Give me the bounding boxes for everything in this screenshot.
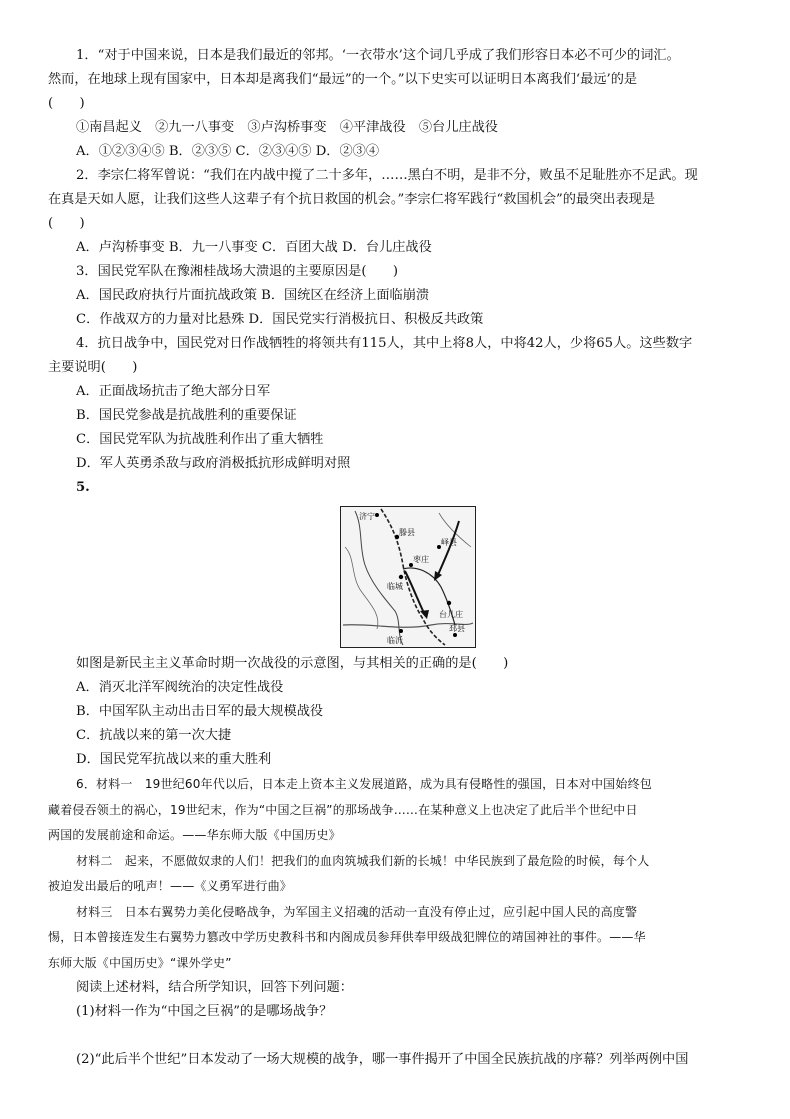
q3-options-ab: A．国民政府执行片面抗战政策 B．国统区在经济上面临崩溃 xyxy=(76,288,430,303)
q2-options: A．卢沟桥事变 B．九一八事变 C．百团大战 D．台儿庄战役 xyxy=(76,240,432,255)
q5-option-b: B．中国军队主动出击日军的最大规模战役 xyxy=(76,704,324,719)
q3-stem: 3．国民党军队在豫湘桂战场大溃退的主要原因是( ) xyxy=(76,264,398,279)
q6-instruction: 阅读上述材料，结合所学知识，回答下列问题： xyxy=(76,980,353,995)
q5-option-a: A．消灭北洋军阀统治的决定性战役 xyxy=(76,680,284,695)
q2-answer-blank: ( ) xyxy=(48,216,85,231)
q1-stem-line1: 1．“对于中国来说，日本是我们最近的邻邦。‘一衣带水’这个词几乎成了我们形容日本必不可少的词汇。 xyxy=(76,48,680,63)
question-2 xyxy=(48,164,742,260)
q6-subquestion-1: (1)材料一作为“中国之巨祸”的是哪场战争？ xyxy=(76,1004,333,1019)
battle-map-drawing xyxy=(341,507,475,647)
question-1 xyxy=(48,44,742,164)
q3-options-cd: C．作战双方的力量对比悬殊 D．国民党实行消极抗日、积极反共政策 xyxy=(76,312,484,327)
question-6 xyxy=(48,772,742,1072)
q2-stem-line1: 2．李宗仁将军曾说：“我们在内战中搅了二十多年，……黑白不明，是非不分，败虽不足耻胜亦不足武。现 xyxy=(76,168,698,183)
question-3 xyxy=(48,260,742,332)
q4-option-a: A．正面战场抗击了绝大部分日军 xyxy=(76,384,271,399)
map-label-tengxian: 滕县 xyxy=(399,528,415,537)
map-label-lincheng: 临城 xyxy=(387,582,403,591)
battle-map-figure xyxy=(340,506,476,648)
q5-stem: 如图是新民主主义革命时期一次战役的示意图，与其相关的正确的是( ) xyxy=(76,656,509,671)
map-label-yixian: 峄县 xyxy=(441,538,457,547)
q4-stem-line1: 4．抗日战争中，国民党对日作战牺牲的将领共有115人，其中上将8人，中将42人，少将65人。这些数字 xyxy=(76,336,693,351)
q6-material1-line2: 藏着侵吞领土的祸心，19世纪末，作为“中国之巨祸”的那场战争……在某种意义上也决定了此后半个世纪中日 xyxy=(48,802,638,817)
q5-option-d: D．国民党军抗战以来的重大胜利 xyxy=(76,752,272,767)
q1-options: A．①②③④⑤ B．②③⑤ C．②③④⑤ D．②③④ xyxy=(76,144,380,159)
q6-material2-line1: 材料二 起来，不愿做奴隶的人们！把我们的血肉筑城我们新的长城！中华民族到了最危险的时候，每个人 xyxy=(76,853,650,868)
answer-space xyxy=(48,1024,742,1048)
map-label-taierzhuang: 台儿庄 xyxy=(439,610,463,619)
worksheet-page xyxy=(48,44,742,1072)
q2-stem-line2: 在真是天如人愿，让我们这些人这辈子有个抗日救国的机会。”李宗仁将军践行“救国机会”的最突出表现是 xyxy=(48,192,656,207)
q6-material3-line2: 惕，日本曾接连发生右翼势力篡改中学历史教科书和内阁成员参拜供奉甲级战犯牌位的靖国神社的事件。——华 xyxy=(48,930,646,944)
q4-option-c: C．国民党军队为抗战胜利作出了重大牺牲 xyxy=(76,432,324,447)
q4-stem-line2: 主要说明( ) xyxy=(48,360,138,375)
q1-stem-line2: 然而，在地球上现有国家中，日本却是离我们“最远”的一个。”以下史实可以证明日本离我们‘最远’的是 xyxy=(48,72,638,87)
q4-option-b: B．国民党参战是抗战胜利的重要保证 xyxy=(76,408,297,423)
question-4 xyxy=(48,332,742,476)
q5-option-c: C．抗战以来的第一次大捷 xyxy=(76,728,232,743)
q4-option-d: D．军人英勇杀敌与政府消极抵抗形成鲜明对照 xyxy=(76,456,351,471)
q1-answer-blank: ( ) xyxy=(48,96,85,111)
q6-material3-line3: 东师大版《中国历史》“课外学史” xyxy=(48,955,232,970)
q5-number: 5. xyxy=(76,480,90,495)
q6-material1-line3: 两国的发展前途和命运。——华东师大版《中国历史》 xyxy=(48,828,341,842)
map-label-pizhou: 邳县 xyxy=(449,624,465,633)
q6-subquestion-2: (2)“此后半个世纪”日本发动了一场大规模的战争，哪一事件揭开了中国全民族抗战的序幕？列举两例中国 xyxy=(76,1052,689,1067)
q6-material3-line1: 材料三 日本右翼势力美化侵略战争，为军国主义招魂的活动一直没有停止过，应引起中国人民的高度警 xyxy=(76,904,638,919)
q6-material2-line2: 被迫发出最后的吼声！——《义勇军进行曲》 xyxy=(48,879,293,893)
q6-material1-line1: 6．材料一 19世纪60年代以后，日本走上资本主义发展道路，成为具有侵略性的强国，日本对中国始终包 xyxy=(76,777,652,791)
map-label-jining: 济宁 xyxy=(359,512,375,521)
question-5 xyxy=(48,476,742,772)
map-label-zaozhuang: 枣庄 xyxy=(413,555,429,564)
map-label-linyi: 临沂 xyxy=(387,636,403,645)
q1-items: ①南昌起义 ②九一八事变 ③卢沟桥事变 ④平津战役 ⑤台儿庄战役 xyxy=(76,120,498,135)
